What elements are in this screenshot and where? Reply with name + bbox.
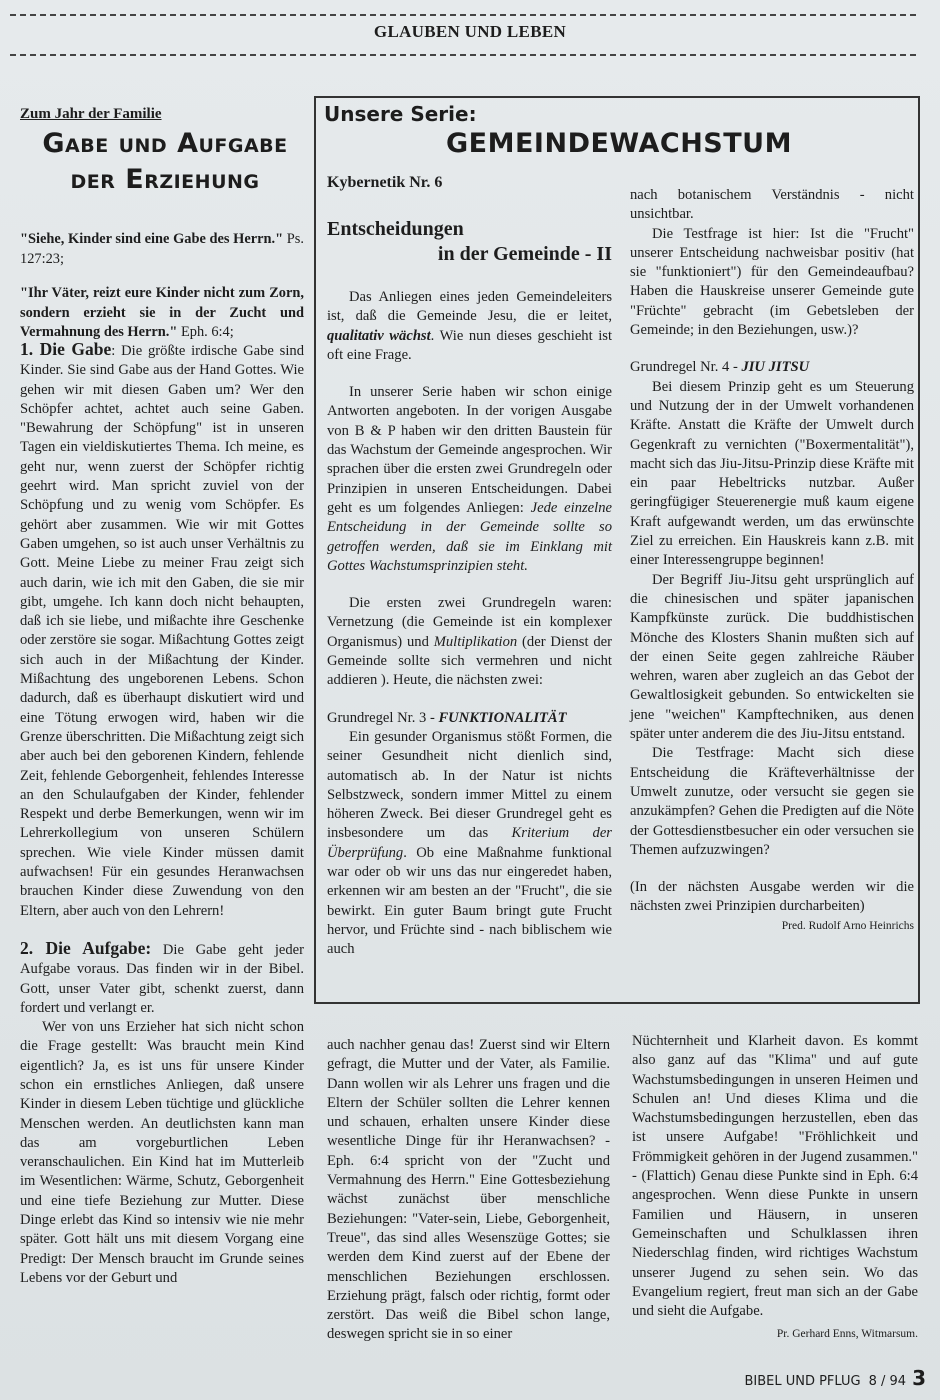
left-column-body <box>20 340 304 1288</box>
quote-1: "Siehe, Kinder sind eine Gabe des Herrn." <box>20 231 284 248</box>
bible-quotes <box>20 216 304 357</box>
box-right-column <box>630 186 914 936</box>
bottom-middle-text: auch nachher genau das! Zuerst sind wir Eltern gefragt, die Mutter und der Vater, als Familie. Dann wollen wir als Lehrer uns fragen und die Eltern der Schüler sollten die Lehrer kennen und schauen, erhalten unsere Kinder diese wesentliche Dinge für ihr Heranwachsen? - Eph. 6:4 spricht von der "Zucht und Vermahnung des Herrn." Eine Gottesbeziehung wächst zunächst über menschliche Beziehungen: "Vater-sein, Liebe, Geborgenheit, Treue", das sind alles Wesenszüge Gottes; sie werden dem Kind zuerst auf der Ebene der menschlichen Beziehungen erschlossen. Erziehung prägt, falsch oder richtig, formt oder zerstört. Das weiß die Bibel schon lange, deswegen spricht sie in so einer <box>327 1037 610 1343</box>
section-header: GLAUBEN UND LEBEN <box>373 22 567 41</box>
series-part: Kybernetik Nr. 6 <box>327 174 443 191</box>
article-title-line2: der Erziehung <box>70 164 260 195</box>
publication-name: BIBEL UND PFLUG <box>744 1374 861 1389</box>
section-2-heading: 2. Die Aufgabe: <box>20 937 152 958</box>
box-article-title-line1: Entscheidungen <box>327 218 464 240</box>
box-p2-emphasis: Jede einzelne Entscheidung in der Gemeinde sollte so getroffen werden, daß sie im Einklang mit Gottes Wachstumsprinzipien steht. <box>327 499 612 574</box>
quote-2-ref: Eph. 6:4; <box>177 324 234 341</box>
rule-4-paragraph-2: Der Begriff Jiu-Jitsu geht ursprünglich auf die chinesischen und später japanischen Kampfkünste zurück. Die buddhistischen Mönche des Klosters Shanin mußten sich auf der einen Seite gegen zahlreiche Räuber wehren, waren aber zugleich an das Gebot der Gewaltlosigkeit gebunden. So entwickelten sie jene "weichen" Kampftechniken, aus denen später unter anderem die des Jiu-Jitsu entstand. <box>630 571 914 743</box>
rule-4-paragraph-1: Bei diesem Prinzip geht es um Steuerung und Nutzung der in der Umwelt vorhandenen Kräfte. Anstatt die Kräfte der Umwelt durch Gegenkraft zu vernichten ("Boxermentalität"), macht sich das Jiu-Jitsu-Prinzip diese Kräfte mit ein paar Hebeltricks nutzbar. Außer geringfügiger Steuerenergie muß kaum eigene Kraft aufgewandt werden, um das erwünschte Ziel zu erreichen. Ein Hauskreis kann z.B. mit einer Interessengruppe beginnen! <box>630 378 914 569</box>
article-kicker: Zum Jahr der Familie <box>20 106 162 122</box>
header-rule-top <box>10 14 916 16</box>
series-label: Unsere Serie: <box>324 102 477 126</box>
rule-4-paragraph-3: Die Testfrage: Macht sich diese Entscheidung die Kräfteverhältnisse der Umwelt zunutze, oder versucht sie gegen sie anzukämpfen? Gehen die Predigten auf die Nöte der Gottesdienstbesucher ein oder versuchen sie Themen aufzuzwingen? <box>630 745 914 858</box>
page-footer <box>744 1366 926 1390</box>
bottom-right-text: Nüchternheit und Klarheit davon. Es kommt also ganz auf das "Klima" und auf gute Wachstumsbedingungen in unseren Heimen und Schulen an! Und dieses Klima und die Wachstumsbedingungen herzustellen, eben das ist unsere Aufgabe! "Fröhlichkeit und Frömmigkeit gehören in der Jugend zusammen." - (Flattich) Genau diese Punkte sind in Eph. 6:4 angesprochen. Wenn diese Punkte in unsern Familien und Häusern, in unseren Gemeinschaften und Schulklassen ihren Niederschlag finden, wird richtiges Wachstum unserer Jugend zu sehen sein. Wo das Evangelium regiert, freut man sich an der Gabe und sieht die Aufgabe. <box>632 1033 918 1320</box>
box-p1: Das Anliegen eines jeden Gemeindeleiters ist, daß die Gemeinde Jesu, die er leitet, <box>327 289 612 325</box>
box-p3-end: (der Dienst der Gemeinde sollte sich vermehren und nicht addieren ). Heute, die nächsten zwei: <box>327 633 612 689</box>
bottom-middle-column <box>327 1036 610 1345</box>
box-p3: Die ersten zwei Grundregeln waren: Vernetzung (die Gemeinde ist ein komplexer Organismus) und <box>327 595 612 650</box>
box-author-signature: Pred. Rudolf Arno Heinrichs <box>781 919 914 932</box>
section-1-text: : Die größte irdische Gabe sind Kinder. Sie sind Gabe aus der Hand Gottes. Wie gehen wir mit diesen Gaben um? Wer den Schöpfer achtet, achtet auch seine Gaben. "Bewahrung der Schöpfung" ist in unseren Tagen ein vieldiskutiertes Thema. Ich meine, es geht nur, wenn zuerst der Schöpfer richtig geehrt wird. Man spricht zuviel von der Schöpfung und zu wenig vom Schöpfer. Es gehört aber zusammen. Wie wir mit Gottes Gaben umgehen, so ist auch unser Verhältnis zu Gott. Meine Liebe zu meiner Frau zeigt sich auch darin, wie ich mit den Gaben, die sie mir gibt, umgehe. Ich kann doch nicht behaupten, daß ich sie liebe, und mißachte ihre Geschenke oder zerstöre sie sogar. Mißachtung Gottes zeigt sich auch in der Mißachtung der Kinder. Mißachtung des ungeborenen Lebens. Schon dadurch, daß es überhaupt diskutiert wird und eine Tötung erwogen wird, haben wir die Grenze überschritten. Die Mißachtung zeigt sich aber auch bei den geborenen Kindern, fehlende Zeit, fehlende Geborgenheit, fehlendes Interesse an den Schulaufgaben der Kinder, fehlender Respekt und derbe Bemerkungen, wenn wir im Lehrerkollegium von unseren Schülern sprechen. Wie viele Kinder müssen damit aufwachsen! Für ein gesundes Heranwachsen brauchen Kinder diese Zuwendung von den Eltern, aber auch von den Lehrern! <box>20 343 304 919</box>
box-p1-emphasis: qualitativ wächst <box>327 327 431 344</box>
box-p1-end: . Wie nun dieses geschieht ist oft eine Frage. <box>327 327 612 363</box>
box-p2: In unserer Serie haben wir schon einige Antworten angeboten. In der vorigen Ausgabe von B & P haben wir den dritten Baustein für das Wachstum der Gemeinde angesprochen. Wir sprachen über die ersten zwei Grundregeln oder Prinzipien in unseren Entscheidungen. Dabei geht es um folgendes Anliegen: <box>327 384 612 516</box>
box-p3-emphasis: Multiplikation <box>433 633 518 650</box>
box-right-continued: nach botanischem Verständnis - nicht unsichtbar. <box>630 187 914 223</box>
rule-3-name: FUNKTIONALITÄT <box>438 709 567 726</box>
article-title <box>20 126 310 198</box>
rule-3-testquestion: Die Testfrage ist hier: Ist die "Frucht" unserer Entscheidung nachweisbar positiv (hat sie "funktioniert") für den Gemeindeaufbau? Haben die Hauskreise unserer Gemeinde gute "Früchte" gebracht (im Gebetsleben der Gemeinde; in den Beziehungen, usw.)? <box>630 225 914 339</box>
next-issue-note: (In der nächsten Ausgabe werden wir die nächsten zwei Prinzipien durcharbeiten) <box>630 879 914 915</box>
article-title-line1: Gabe und Aufgabe <box>42 128 288 159</box>
quote-2: "Ihr Väter, reizt eure Kinder nicht zum Zorn, sondern erzieht sie in der Zucht und Vermahnung des Herrn." <box>20 284 304 341</box>
section-2-paragraph: Wer von uns Erzieher hat sich nicht schon die Frage gestellt: Was braucht mein Kind eigentlich? Ja, es ist uns für unsere Kinder schon ein ernstliches Anliegen, daß unsere Kinder in diesem Leben tüchtige und glückliche Menschen werden. An deutlichsten kann man das am vorgeburtlichen Leben veranschaulichen. Ein Kind hat im Mutterleib im Wesentlichen: Wärme, Schutz, Geborgenheit und eine tiefe Beziehung zur Mutter. Diese Dinge erlebt das Kind so intensiv wie nie mehr später. Gott hält uns mit diesem Vorgang eine Predigt: Der Mensch braucht im Grunde seines Lebens vor der Geburt und <box>20 1019 304 1286</box>
section-2-text: Die Gabe geht jeder Aufgabe voraus. Das finden wir in der Bibel. Gott, unser Vater gibt, schenkt zuerst, dann fordert und verlangt er. <box>20 941 304 1016</box>
header-rule-bottom <box>10 54 916 56</box>
box-article-title-line2: in der Gemeinde - II <box>437 243 612 265</box>
rule-3-text: Ein gesunder Organismus stößt Formen, die seiner Gesundheit nicht dienlich sind, automatisch ab. In der Natur ist nichts Selbstzweck, sondern immer Mittel zu einem höheren Zweck. Bei dieser Grundregel geht es insbesondere um das <box>327 728 612 842</box>
rule-3-label: Grundregel Nr. 3 - <box>327 709 439 726</box>
issue-number: 8 / 94 <box>868 1374 907 1389</box>
box-left-column <box>327 288 612 960</box>
rule-4-name: JIU JITSU <box>741 359 810 376</box>
quote-1-ref: Ps. 127:23; <box>20 231 304 267</box>
bottom-author-signature: Pr. Gerhard Enns, Witmarsum. <box>776 1328 918 1341</box>
series-title: GEMEINDEWACHSTUM <box>446 128 792 159</box>
rule-4-label: Grundregel Nr. 4 - <box>630 359 742 376</box>
section-1-heading: 1. Die Gabe <box>20 339 112 359</box>
bottom-right-column <box>632 1032 918 1345</box>
rule-3-text-end: . Ob eine Maßnahme funktional war oder ob wir uns das nur eingeredet haben, erkennen wir am besten an der "Frucht", die sie bewirkt. Ein guter Baum bringt gute Frucht hervor, und Früchte sind - nach biblischem wie auch <box>327 844 612 958</box>
rule-3-emphasis: Kriterium der Überprüfung <box>327 825 612 861</box>
page-number: 3 <box>912 1366 926 1390</box>
